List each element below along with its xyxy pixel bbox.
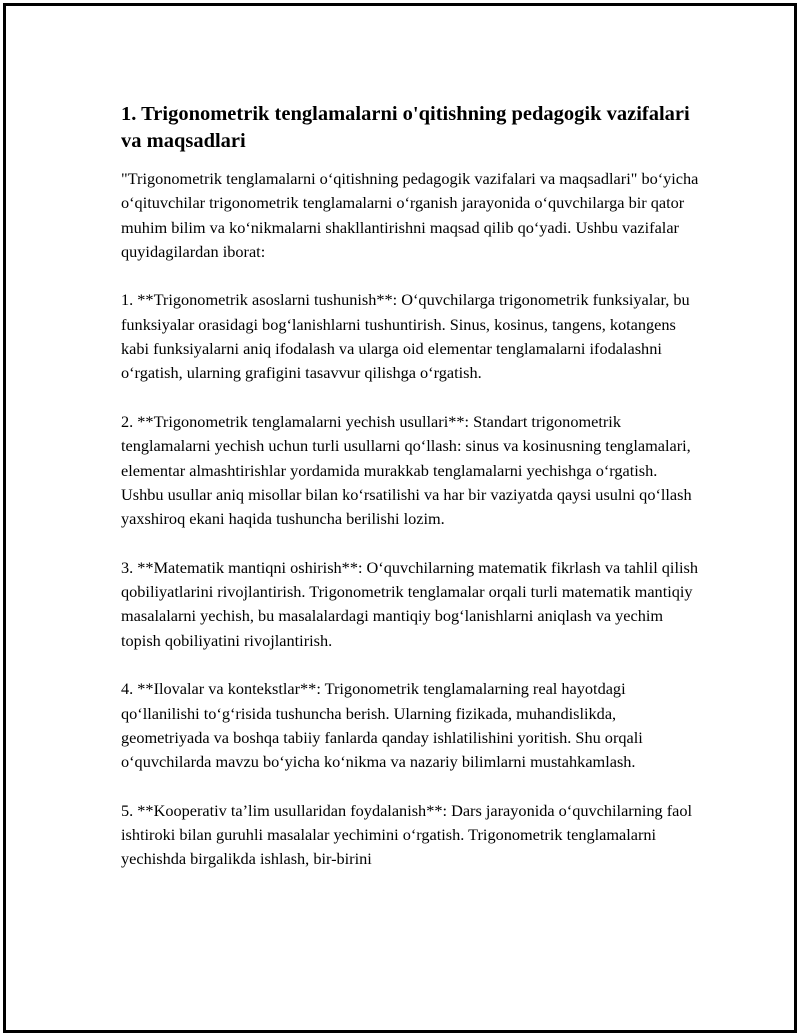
item-5-paragraph: 5. **Kooperativ ta’lim usullaridan foydalanish**: Dars jarayonida o‘quvchilarning faol ishtiroki bilan guruhli masalalar yechimini o‘rgatish. Trigonometrik tenglamalarni yechishda birgalikda ishlash, bir-birini [121, 800, 693, 869]
document-title: 1. Trigonometrik tenglamalarni o'qitishning pedagogik vazifalari va maqsadlari [121, 103, 690, 152]
item-3-paragraph: 3. **Matematik mantiqni oshirish**: O‘quvchilarning matematik fikrlash va tahlil qilish qobiliyatlarini rivojlantirish. Trigonometrik tenglamalar orqali turli matematik mantiqiy masalalarni yechish, bu masalalardagi mantiqiy bog‘lanishlarni aniqlash va yechim topish qobiliyatini rivojlantirish. [121, 557, 698, 650]
document-body [121, 101, 701, 896]
item-1-paragraph: 1. **Trigonometrik asoslarni tushunish**: O‘quvchilarga trigonometrik funksiyalar, bu funksiyalar orasidagi bog‘lanishlarni tushuntirish. Sinus, kosinus, tangens, kotangens kabi funksiyalarni aniq ifodalash va ularga oid elementar tenglamalarni ifodalashni o‘rgatish, ularning grafigini tasavvur qilishga o‘rgatish. [121, 290, 690, 383]
item-2-paragraph: 2. **Trigonometrik tenglamalarni yechish usullari**: Standart trigonometrik tenglamalarni yechish uchun turli usullarni qo‘llash: sinus va kosinusning tenglamalari, elementar almashtirishlar yordamida murakkab tenglamalarni yechishga o‘rgatish. Ushbu usullar aniq misollar bilan ko‘rsatilishi va har bir vaziyatda qaysi usulni qo‘llash yaxshiroq ekani haqida tushuncha berilishi lozim. [121, 411, 692, 529]
page-frame [3, 3, 797, 1033]
item-4-paragraph: 4. **Ilovalar va kontekstlar**: Trigonometrik tenglamalarning real hayotdagi qo‘llanilishi to‘g‘risida tushuncha berish. Ularning fizikada, muhandislikda, geometriyada va boshqa tabiiy fanlarda qanday ishlatilishini yoritish. Shu orqali o‘quvchilarda mavzu bo‘yicha ko‘nikma va nazariy bilimlarni mustahkamlash. [121, 679, 643, 772]
intro-paragraph: "Trigonometrik tenglamalarni o‘qitishning pedagogik vazifalari va maqsadlari" bo‘yicha o‘qituvchilar trigonometrik tenglamalarni o‘rganish jarayonida o‘quvchilarga bir qator muhim bilim va ko‘nikmalarni shakllantirishni maqsad qilib qo‘yadi. Ushbu vazifalar quyidagilardan iborat: [121, 169, 699, 261]
